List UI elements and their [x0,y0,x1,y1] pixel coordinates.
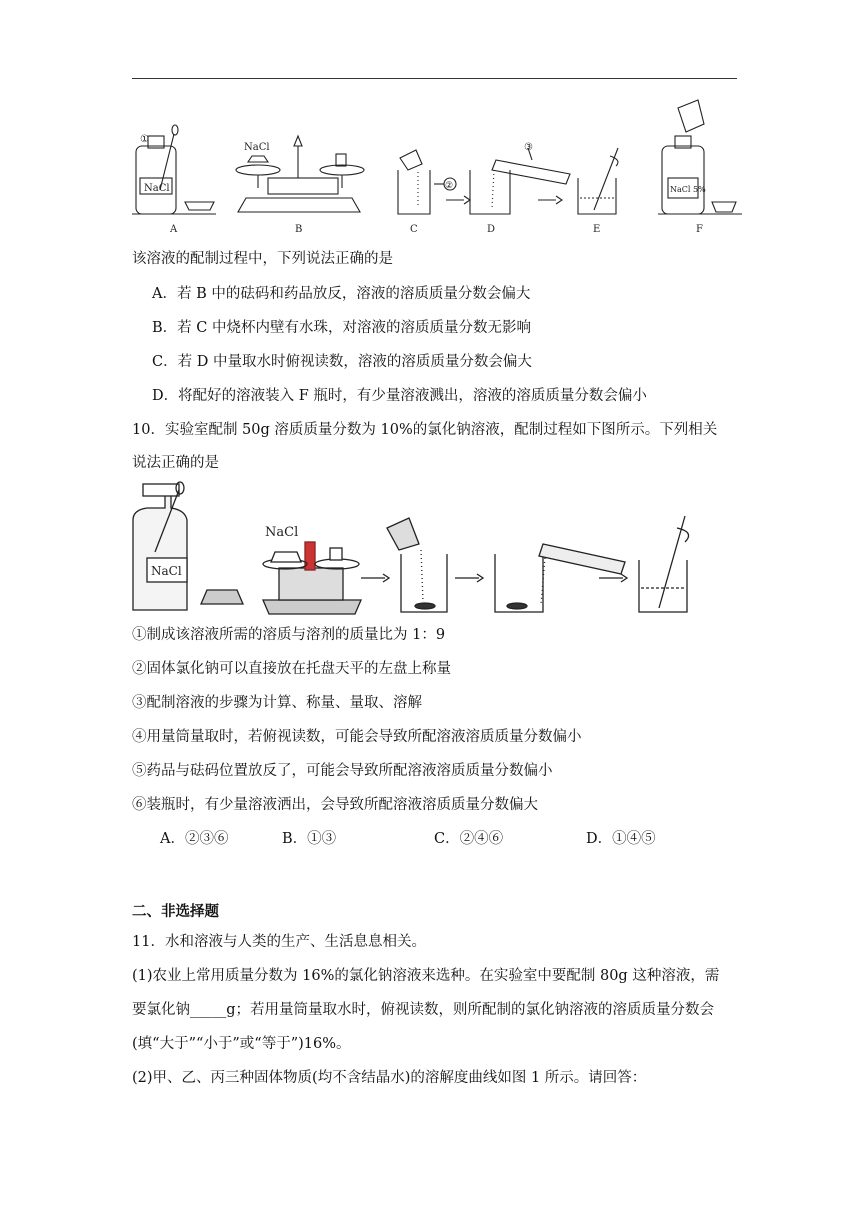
q10-statement-6: ⑥装瓶时，有少量溶液洒出，会导致所配溶液溶质质量分数偏大 [132,797,538,813]
section-2-heading: 二、非选择题 [132,903,219,920]
q11-part1-line3: (填“大于”“小于”或“等于”)16%。 [132,1036,351,1052]
q10-stem-line1: 10．实验室配制 50g 溶质质量分数为 10%的氯化钠溶液，配制过程如下图所示。下列相关 [132,422,718,438]
q10-option-c: C．②④⑥ [434,831,504,847]
q9-option-d: D．将配好的溶液装入 F 瓶时，有少量溶液溅出，溶液的溶质质量分数会偏小 [152,388,647,404]
panel-label-d: D [487,224,496,235]
label-circled-3: ③ [524,142,533,153]
label-nacl-balance: NaCl [244,142,270,153]
q10-statement-1: ①制成该溶液所需的溶质与溶剂的质量比为 1：9 [132,627,446,643]
fig2-reagent-bottle [133,482,187,610]
fig2-label-nacl-bottle: NaCl [151,564,182,578]
panel-label-b: B [295,224,303,235]
panel-label-f: F [696,224,703,235]
fig2-balance [263,542,361,614]
figure-1-apparatus [130,98,745,236]
label-nacl-5: NaCl 5% [670,185,706,194]
q11-part1-line1: (1)农业上常用质量分数为 16%的氯化钠溶液来选种。在实验室中要配制 80g 这种溶液，需 [132,968,720,984]
figure-2-apparatus [125,480,705,620]
panel-label-e: E [593,224,601,235]
q11-part1-line2: 要氯化钠_____g；若用量筒量取水时，俯视读数，则所配制的氯化钠溶液的溶质质量分数会 [132,1002,715,1018]
q10-statement-4: ④用量筒量取时，若俯视读数，可能会导致所配溶液溶质质量分数偏小 [132,729,582,745]
fig2-arrow-2 [455,574,483,582]
panel-d-cylinder-pour [470,148,570,214]
panel-f-storage [658,100,742,214]
q10-option-b: B．①③ [282,831,337,847]
q9-option-a: A．若 B 中的砝码和药品放反，溶液的溶质质量分数会偏大 [152,286,531,302]
q11-part2: (2)甲、乙、丙三种固体物质(均不含结晶水)的溶解度曲线如图 1 所示。请回答： [132,1070,647,1086]
q9-stem: 该溶液的配制过程中，下列说法正确的是 [132,251,393,267]
q10-statement-5: ⑤药品与砝码位置放反了，可能会导致所配溶液溶质质量分数偏小 [132,763,553,779]
panel-label-c: C [410,224,418,235]
fig2-arrow-1 [361,574,389,582]
panel-e-stirring [578,148,618,214]
fig2-beaker-stirring [639,516,689,612]
fig2-arrow-3 [599,574,627,582]
fig2-beaker-pouring-solid [387,518,447,612]
q10-statement-2: ②固体氯化钠可以直接放在托盘天平的左盘上称量 [132,661,451,677]
panel-label-a: A [170,224,178,235]
q11-stem: 11．水和溶液与人类的生产、生活息息相关。 [132,934,426,950]
q10-statement-3: ③配制溶液的步骤为计算、称量、量取、溶解 [132,695,422,711]
q9-option-b: B．若 C 中烧杯内壁有水珠，对溶液的溶质质量分数无影响 [152,320,531,336]
q9-option-c: C．若 D 中量取水时俯视读数，溶液的溶质质量分数会偏大 [152,354,532,370]
fig2-weighing-dish [201,590,243,604]
q10-stem-line2: 说法正确的是 [132,455,219,471]
header-rule [132,78,737,79]
label-nacl-bottle: NaCl [144,183,170,194]
q10-option-d: D．①④⑤ [586,831,656,847]
label-circled-1: ① [140,134,149,145]
fig2-label-nacl-balance: NaCl [265,525,299,540]
label-circled-2: ② [445,181,454,191]
q10-option-a: A．②③⑥ [160,831,229,847]
